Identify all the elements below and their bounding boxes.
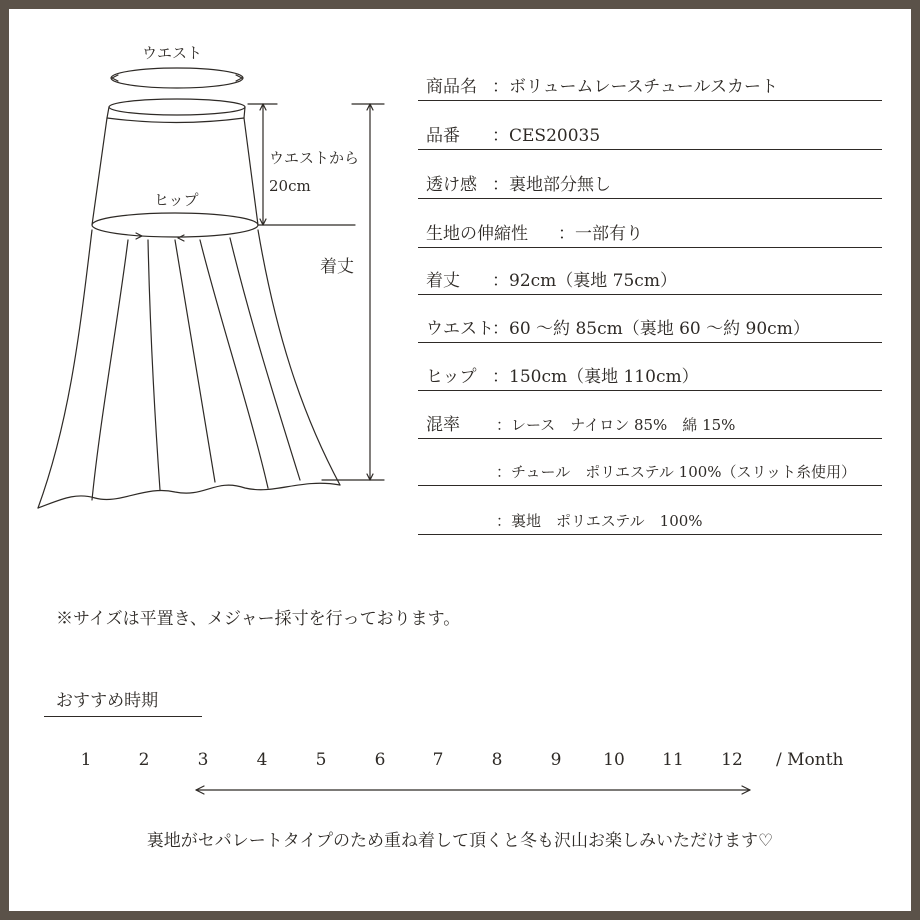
skirt-diagram	[0, 0, 420, 560]
spec-value: ：裏地部分無し	[492, 175, 611, 195]
spec-value: ：60 ～約 85cm（裏地 60 ～約 90cm）	[492, 319, 810, 339]
spec-row-length	[418, 270, 882, 295]
length-diagram-label: 着丈	[320, 257, 354, 277]
spec-label: 商品名	[426, 77, 477, 97]
spec-label: ヒップ	[426, 367, 477, 387]
spec-row-waist	[418, 318, 882, 343]
spec-value: ：92cm（裏地 75cm）	[492, 271, 677, 291]
spec-value: ：150cm（裏地 110cm）	[492, 367, 699, 387]
spec-row-composition-tulle	[418, 461, 882, 486]
month-label: 9	[550, 750, 562, 770]
spec-label: 生地の伸縮性	[426, 224, 528, 244]
spec-row-stretch	[418, 223, 882, 248]
measurement-note: ※サイズは平置き、メジャー採寸を行っております。	[56, 609, 461, 629]
hip-measure-ellipse	[92, 213, 258, 237]
season-title: おすすめ時期	[56, 691, 159, 711]
month-label: 12	[721, 750, 743, 770]
month-label: 3	[197, 750, 209, 770]
month-label: 8	[491, 750, 503, 770]
month-label: 6	[374, 750, 386, 770]
spec-label: 混率	[426, 415, 460, 435]
month-unit-label: / Month	[776, 750, 844, 770]
panel-line	[148, 240, 160, 490]
season-range-arrow	[0, 778, 920, 802]
panel-line	[230, 238, 300, 480]
spec-value: ：チュール ポリエステル 100%（スリット糸使用）	[496, 463, 856, 481]
skirt-upper-left	[92, 118, 107, 225]
month-label: 5	[315, 750, 327, 770]
waist-to-hip-label: ウエストから	[269, 149, 360, 167]
panel-line	[92, 240, 128, 500]
spec-value: ：レース ナイロン 85% 綿 15%	[496, 416, 736, 434]
spec-row-sheerness	[418, 174, 882, 199]
hip-arrow-right	[178, 235, 184, 241]
spec-row-product-no	[418, 125, 882, 150]
waist-diagram-label: ウエスト	[142, 44, 203, 62]
spec-value: ：ボリュームレースチュールスカート	[492, 77, 778, 97]
waistband-top	[109, 99, 245, 115]
skirt-hem	[38, 483, 340, 508]
spec-label: 品番	[426, 126, 460, 146]
spec-label: 着丈	[426, 271, 460, 291]
spec-row-composition-lining	[418, 510, 882, 535]
spec-value: ：一部有り	[558, 224, 643, 244]
spec-row-composition-lace	[418, 414, 882, 439]
waist-measure-ellipse	[111, 68, 243, 88]
month-label: 7	[432, 750, 444, 770]
month-label: 4	[256, 750, 268, 770]
month-label: 1	[80, 750, 92, 770]
skirt-upper-right	[244, 118, 258, 225]
season-title-underline	[44, 716, 202, 717]
spec-value: ：裏地 ポリエステル 100%	[496, 512, 703, 530]
spec-row-hip	[418, 366, 882, 391]
skirt-outline-left	[38, 230, 92, 508]
hip-diagram-label: ヒップ	[154, 191, 199, 209]
spec-label: 透け感	[426, 175, 477, 195]
waist-to-hip-cm-label: 20cm	[269, 177, 311, 195]
month-label: 2	[138, 750, 150, 770]
month-label: 10	[603, 750, 625, 770]
spec-label: ウエスト	[426, 319, 494, 339]
spec-row-product-name	[418, 76, 882, 101]
month-label: 11	[662, 750, 684, 770]
footer-message: 裏地がセパレートタイプのため重ね着して頂くと冬も沢山お楽しみいただけます♡	[146, 831, 774, 851]
spec-value: ：CES20035	[492, 126, 601, 146]
waistband-bottom	[107, 118, 244, 123]
